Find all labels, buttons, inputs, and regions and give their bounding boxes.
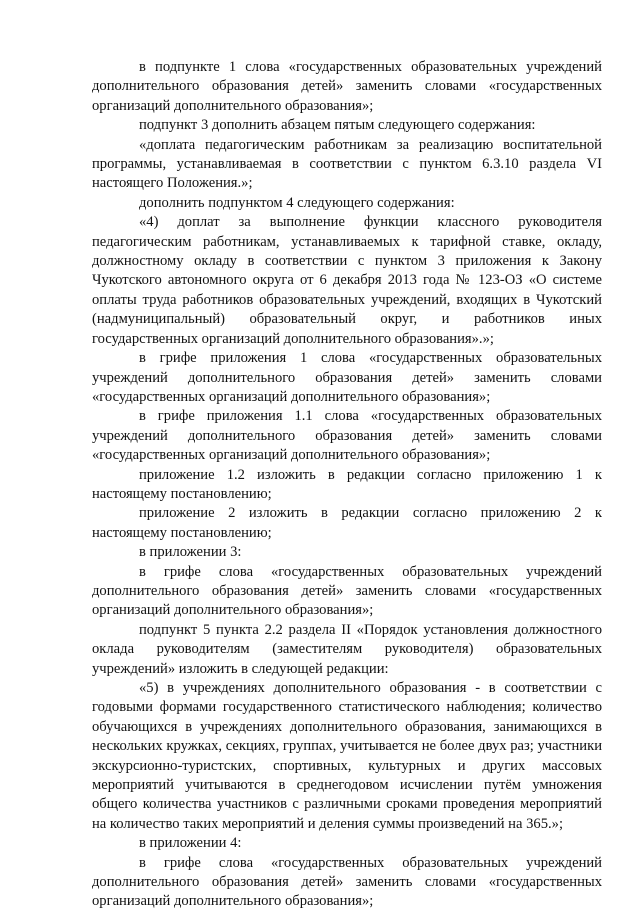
paragraph: в приложении 4: <box>139 835 242 852</box>
paragraph: в грифе слова «государственных образовательных учреждений дополнительного образования детей» заменить словами «государственных организаций дополнительного образования»; <box>92 854 602 910</box>
paragraph: «5) в учреждениях дополнительного образования - в соответствии с годовыми формами государственного статистического наблюдения; количество обучающихся в учреждениях дополнительного образования, занимающихся в нескольких кружках, секциях, группах, учитывается не более двух раз; участники экскурсионно-туристских, спортивных, культурных и других массовых мероприятий учитываются в среднегодовом исчислении путём умножения общего количества участников с различными сроками проведения мероприятий на количество таких мероприятий и деления суммы произведений на 365.»; <box>92 680 602 832</box>
paragraph: «доплата педагогическим работникам за реализацию воспитательной программы, устанавливаемая в соответствии с пунктом 6.3.10 раздела VI настоящего Положения.»; <box>92 136 602 192</box>
paragraph: в грифе приложения 1 слова «государственных образовательных учреждений дополнительного образования детей» заменить словами «государственных организаций дополнительного образования»; <box>92 350 602 405</box>
paragraph: приложение 2 изложить в редакции согласно приложению 2 к настоящему постановлению; <box>92 505 602 541</box>
paragraph: приложение 1.2 изложить в редакции согласно приложению 1 к настоящему постановлению; <box>92 466 602 502</box>
paragraph: в грифе слова «государственных образовательных учреждений дополнительного образования детей» заменить словами «государственных организаций дополнительного образования»; <box>92 563 602 619</box>
paragraph: в подпункте 1 слова «государственных образовательных учреждений дополнительного образования детей» заменить словами «государственных организаций дополнительного образования»; <box>92 59 602 114</box>
paragraph: «4) доплат за выполнение функции классного руководителя педагогическим работникам, устанавливаемых к тарифной ставке, окладу, должностному окладу в соответствии с пунктом 3 приложения к Закону Чукотского автономного округа от 6 декабря 2013 года № 123-ОЗ «О системе оплаты труда работников образовательных учреждений, входящих в Чукотский (надмуниципальный) образовательный округ, и работников иных государственных организаций дополнительного образования».»; <box>92 214 602 347</box>
document-page <box>92 58 602 912</box>
paragraph: дополнить подпунктом 4 следующего содержания: <box>139 194 455 211</box>
paragraph: в приложении 3: <box>139 544 242 561</box>
paragraph: подпункт 5 пункта 2.2 раздела II «Порядок установления должностного оклада руководителям (заместителям руководителя) образовательных учреждений» изложить в следующей редакции: <box>92 621 602 677</box>
paragraph: в грифе приложения 1.1 слова «государственных образовательных учреждений дополнительного образования детей» заменить словами «государственных организаций дополнительного образования»; <box>92 408 602 464</box>
paragraph: подпункт 3 дополнить абзацем пятым следующего содержания: <box>139 117 536 134</box>
